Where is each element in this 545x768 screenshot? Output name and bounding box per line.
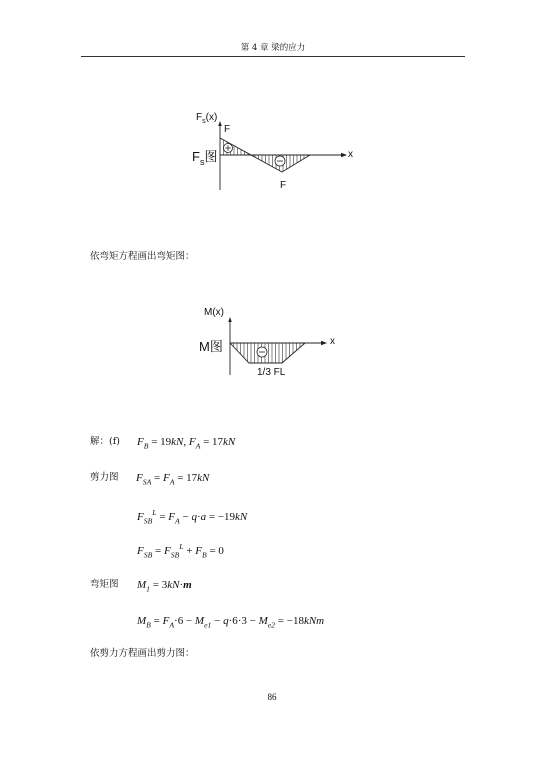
label-token: 图 <box>204 149 218 164</box>
formula-token: F <box>162 615 170 627</box>
formula-token: kN <box>167 579 180 591</box>
reaction-forces-formula <box>137 435 235 449</box>
m-horizontal-axis-arrow <box>321 341 327 345</box>
shear-force-label: 剪力图 <box>90 472 119 483</box>
formula-token: q <box>191 511 197 523</box>
formula-token: = <box>152 545 164 557</box>
formula-token: = 17 <box>200 436 224 448</box>
m-x-axis-label: x <box>330 336 335 347</box>
formula-token: ·6 − <box>174 615 195 627</box>
m-value-label: 1/3 FL <box>257 367 286 378</box>
formula-token: M <box>258 615 268 627</box>
m-vertical-axis-arrow <box>228 317 232 322</box>
formula-token: A <box>195 441 201 451</box>
formula-token: F <box>137 545 144 557</box>
formula-token: M <box>194 615 205 627</box>
minus-circle-icon <box>275 156 285 166</box>
shear-formula-sb-left <box>137 508 248 526</box>
formula-token: = 17 <box>174 472 198 484</box>
formula-token: L <box>179 542 184 551</box>
formula-token: = <box>150 615 163 627</box>
m-axis-label: M(x) <box>204 307 224 318</box>
formula-token: m <box>183 579 192 591</box>
label-token: s <box>199 157 205 168</box>
formula-token: = <box>156 511 169 523</box>
formula-token: SB <box>143 516 153 526</box>
label-token: (x) <box>205 112 218 123</box>
shear-formula-sa <box>136 471 209 485</box>
formula-token: SA <box>142 477 152 487</box>
formula-token: ·6·3 − <box>228 615 259 627</box>
formula-token: F <box>137 436 144 448</box>
bending-moment-label: 弯矩图 <box>90 579 119 590</box>
formula-token: kN <box>171 436 184 448</box>
formula-token: B <box>143 441 149 451</box>
page-number: 86 <box>267 692 277 702</box>
formula-token: F <box>163 472 170 484</box>
formula-token: F <box>137 511 144 523</box>
shear-hatching <box>224 140 308 171</box>
formula-token: F <box>195 545 203 557</box>
formula-token: M <box>137 579 147 591</box>
chapter-header: 第 4 章 梁的应力 <box>240 43 306 53</box>
formula-token: − <box>179 511 192 523</box>
fs-x-axis-label: x <box>348 149 353 160</box>
formula-token: = −19 <box>206 511 236 523</box>
formula-token: A <box>169 477 175 487</box>
bending-moment-outline <box>230 343 305 363</box>
formula-token: A <box>169 620 175 630</box>
formula-token: B <box>202 550 207 560</box>
formula-token: = −18 <box>275 615 304 627</box>
formula-token: F <box>188 436 196 448</box>
formula-token: kNm <box>303 615 325 627</box>
moment-formula-m1 <box>137 578 192 592</box>
formula-token: e2 <box>267 620 276 630</box>
fs-bottom-value-label: F <box>280 180 287 191</box>
fs-diagram-title <box>192 149 218 167</box>
formula-token: , <box>183 436 189 448</box>
solution-label: 解：(f) <box>90 436 120 447</box>
moment-diagram-caption: 依弯矩方程画出弯矩图： <box>90 251 195 262</box>
formula-token: = 3 <box>150 579 168 591</box>
label-token: F <box>192 149 200 164</box>
formula-token: a <box>200 511 207 523</box>
m-diagram-title: M图 <box>199 339 223 354</box>
formula-token: kN <box>197 472 210 484</box>
label-token: s <box>202 118 206 126</box>
formula-token: kN <box>223 436 236 448</box>
formula-token: F <box>164 545 171 557</box>
formula-token: + <box>183 545 196 557</box>
formula-token: F <box>168 511 176 523</box>
shear-diagram-caption: 依剪力方程画出剪力图： <box>90 648 195 659</box>
formula-token: B <box>146 620 151 630</box>
header-rule <box>81 56 465 57</box>
formula-token: · <box>196 511 201 523</box>
formula-token: SB <box>170 550 180 560</box>
fs-horizontal-axis-arrow <box>341 153 347 157</box>
formula-token: 1 <box>146 584 151 594</box>
minus-circle-icon <box>257 347 267 357</box>
formula-token: q <box>223 615 229 627</box>
formula-token: SB <box>143 550 153 560</box>
fs-axis-label <box>196 112 217 125</box>
formula-token: L <box>152 508 157 517</box>
formula-token: = 19 <box>148 436 172 448</box>
formula-token: F <box>136 472 143 484</box>
formula-token: · <box>179 579 184 591</box>
fs-top-value-label: F <box>224 124 231 135</box>
label-token: F <box>196 112 203 123</box>
plus-circle-icon <box>224 144 233 153</box>
fs-vertical-axis-arrow <box>218 121 222 126</box>
formula-token: − <box>211 615 224 627</box>
moment-formula-mb <box>137 614 324 628</box>
shear-formula-sb <box>137 542 224 560</box>
formula-token: = 0 <box>206 545 224 557</box>
formula-token: e1 <box>204 620 212 630</box>
formula-token: kN <box>235 511 248 523</box>
formula-token: M <box>137 615 147 627</box>
formula-token: = <box>151 472 163 484</box>
formula-token: A <box>175 516 180 526</box>
